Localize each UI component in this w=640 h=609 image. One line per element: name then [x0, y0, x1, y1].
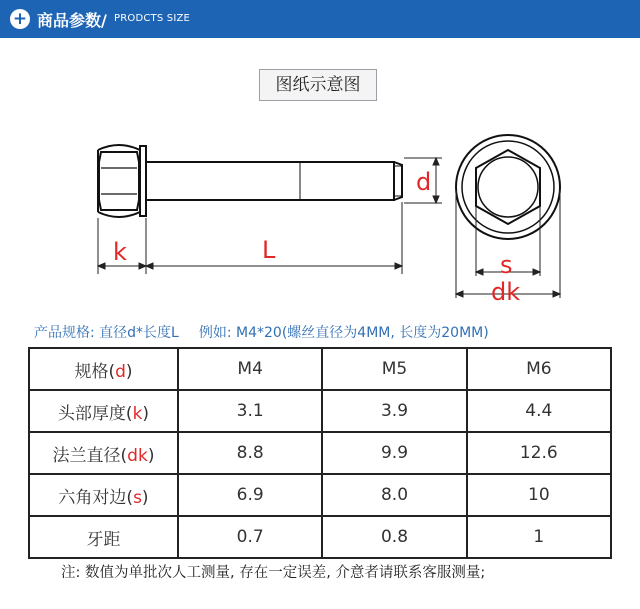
dimension-label-s: s — [500, 251, 513, 279]
bolt-flange — [98, 145, 140, 217]
table-header-row — [29, 348, 611, 390]
table-cell: 8.0 — [322, 474, 466, 516]
table-cell: 6.9 — [178, 474, 322, 516]
table-row — [29, 432, 611, 474]
table-col-header: M5 — [322, 348, 466, 390]
dimension-label-L: L — [262, 236, 276, 264]
spec-table — [28, 347, 612, 559]
table-cell: 3.9 — [322, 390, 466, 432]
dimension-label-d: d — [416, 168, 432, 196]
bolt-shank — [146, 162, 394, 200]
table-cell: 0.8 — [322, 516, 466, 558]
table-row-label: 头部厚度(k) — [29, 390, 178, 432]
table-row-label: 法兰直径(dk) — [29, 432, 178, 474]
table-row — [29, 474, 611, 516]
bolt-hex-head — [99, 152, 139, 210]
table-cell: 0.7 — [178, 516, 322, 558]
spec-caption — [34, 322, 489, 342]
plus-circle-icon: + — [10, 9, 30, 29]
dimension-label-dk: dk — [491, 278, 521, 306]
bolt-thread-tip — [394, 162, 402, 200]
table-cell: 10 — [467, 474, 611, 516]
table-cell: 12.6 — [467, 432, 611, 474]
section-subtitle: PRODCTS SIZE — [114, 13, 191, 24]
table-col-header: M4 — [178, 348, 322, 390]
table-cell: 1 — [467, 516, 611, 558]
table-cell: 4.4 — [467, 390, 611, 432]
table-col-header: M6 — [467, 348, 611, 390]
end-view-hex — [476, 150, 540, 224]
table-row-label: 牙距 — [29, 516, 178, 558]
table-row-label: 规格(d) — [29, 348, 178, 390]
table-row-label: 六角对边(s) — [29, 474, 178, 516]
diagram-title: 图纸示意图 — [259, 69, 377, 101]
dimension-label-k: k — [113, 238, 127, 266]
table-row — [29, 516, 611, 558]
table-cell: 8.8 — [178, 432, 322, 474]
section-title: 商品参数/ — [37, 11, 107, 30]
spec-format-text: 产品规格: 直径d*长度L — [34, 325, 179, 341]
table-cell: 3.1 — [178, 390, 322, 432]
table-row — [29, 390, 611, 432]
table-cell: 9.9 — [322, 432, 466, 474]
spec-example-text: 例如: M4*20(螺丝直径为4MM, 长度为20MM) — [198, 325, 489, 341]
measurement-footnote: 注: 数值为单批次人工测量, 存在一定误差, 介意者请联系客服测量; — [61, 565, 486, 581]
